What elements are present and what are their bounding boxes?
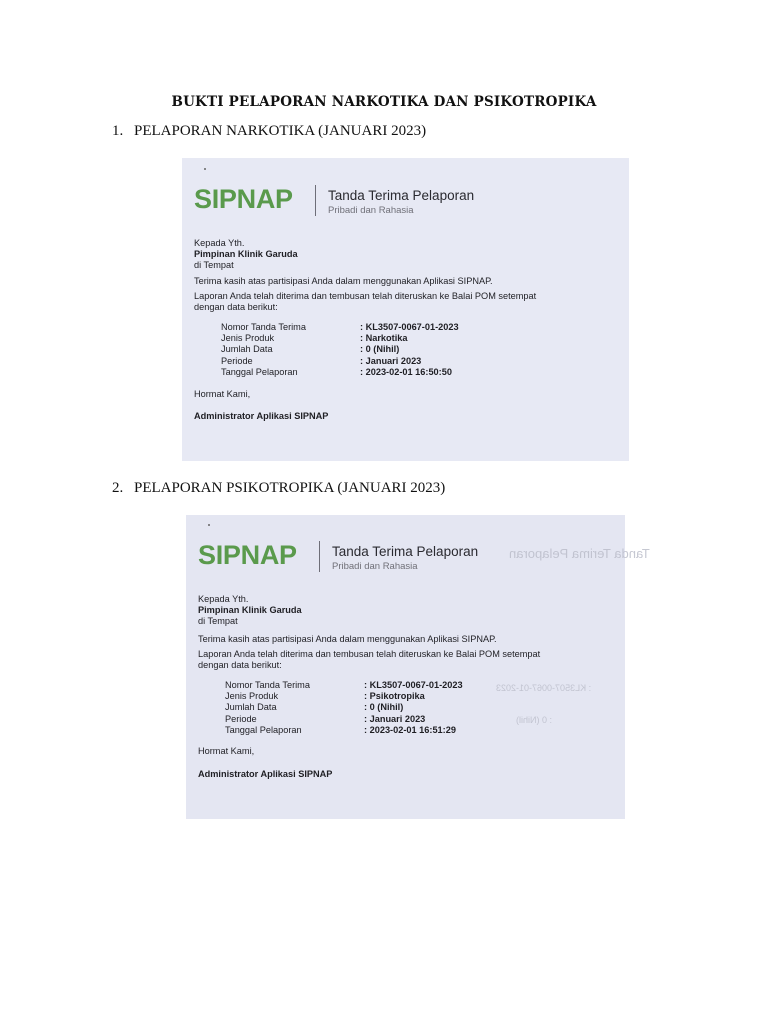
field-label: Periode bbox=[225, 714, 257, 724]
receipt-title: Tanda Terima Pelaporan bbox=[328, 188, 475, 203]
bleed-through-text: : KL3507-0067-01-2023 bbox=[496, 683, 592, 693]
receipt-image-psikotropika bbox=[186, 515, 650, 819]
field-label: Jenis Produk bbox=[225, 691, 279, 701]
field-label: Jumlah Data bbox=[221, 344, 273, 354]
field-value: : 0 (Nihil) bbox=[364, 702, 404, 712]
scan-speck bbox=[204, 168, 206, 170]
signature: Administrator Aplikasi SIPNAP bbox=[194, 411, 329, 421]
field-value: : 0 (Nihil) bbox=[360, 344, 400, 354]
field-value: : 2023-02-01 16:50:50 bbox=[360, 367, 452, 377]
field-label: Nomor Tanda Terima bbox=[225, 680, 310, 690]
section-heading-psikotropika bbox=[112, 480, 445, 497]
field-label: Nomor Tanda Terima bbox=[221, 322, 306, 332]
receipt-subtitle: Pribadi dan Rahasia bbox=[328, 205, 414, 216]
document-title: BUKTI PELAPORAN NARKOTIKA DAN PSIKOTROPIKA bbox=[171, 94, 597, 110]
receipt-image-narkotika bbox=[182, 158, 629, 461]
body-line-1: Terima kasih atas partisipasi Anda dalam menggunakan Aplikasi SIPNAP. bbox=[198, 634, 497, 644]
body-line-3: dengan data berikut: bbox=[198, 660, 282, 670]
field-value: : 2023-02-01 16:51:29 bbox=[364, 725, 456, 735]
recipient: Pimpinan Klinik Garuda bbox=[194, 249, 298, 259]
closing: Hormat Kami, bbox=[198, 746, 255, 756]
location: di Tempat bbox=[198, 616, 238, 626]
body-line-1: Terima kasih atas partisipasi Anda dalam menggunakan Aplikasi SIPNAP. bbox=[194, 276, 493, 286]
section-heading-text: PELAPORAN NARKOTIKA (JANUARI 2023) bbox=[134, 123, 427, 139]
field-label: Jenis Produk bbox=[221, 333, 275, 343]
section-number: 1. bbox=[112, 123, 124, 139]
field-value: : Januari 2023 bbox=[360, 356, 422, 366]
bleed-through-title: Tanda Terima Pelaporan bbox=[509, 546, 650, 561]
signature: Administrator Aplikasi SIPNAP bbox=[198, 769, 333, 779]
section-heading-text: PELAPORAN PSIKOTROPIKA (JANUARI 2023) bbox=[134, 480, 446, 496]
field-label: Periode bbox=[221, 356, 253, 366]
field-label: Tanggal Pelaporan bbox=[225, 725, 302, 735]
logo-divider bbox=[315, 185, 316, 216]
body-line-2: Laporan Anda telah diterima dan tembusan telah diteruskan ke Balai POM setempat bbox=[198, 649, 541, 659]
field-label: Tanggal Pelaporan bbox=[221, 367, 298, 377]
salutation: Kepada Yth. bbox=[194, 238, 245, 248]
section-heading-narkotika bbox=[112, 123, 426, 140]
receipt-title: Tanda Terima Pelaporan bbox=[332, 544, 479, 559]
receipt-subtitle: Pribadi dan Rahasia bbox=[332, 561, 418, 572]
logo-divider bbox=[319, 541, 320, 572]
field-value: : Januari 2023 bbox=[364, 714, 426, 724]
sipnap-logo: SIPNAP bbox=[198, 540, 297, 570]
field-label: Jumlah Data bbox=[225, 702, 277, 712]
body-line-3: dengan data berikut: bbox=[194, 302, 278, 312]
scan-speck bbox=[208, 524, 210, 526]
recipient: Pimpinan Klinik Garuda bbox=[198, 605, 302, 615]
salutation: Kepada Yth. bbox=[198, 594, 249, 604]
body-line-2: Laporan Anda telah diterima dan tembusan telah diteruskan ke Balai POM setempat bbox=[194, 291, 537, 301]
field-value: : Psikotropika bbox=[364, 691, 425, 701]
field-value: : Narkotika bbox=[360, 333, 408, 343]
closing: Hormat Kami, bbox=[194, 389, 251, 399]
field-value: : KL3507-0067-01-2023 bbox=[364, 680, 463, 690]
sipnap-logo: SIPNAP bbox=[194, 184, 293, 214]
bleed-through-text: : 0 (Nihil) bbox=[516, 715, 553, 725]
section-number: 2. bbox=[112, 480, 124, 496]
field-value: : KL3507-0067-01-2023 bbox=[360, 322, 459, 332]
location: di Tempat bbox=[194, 260, 234, 270]
